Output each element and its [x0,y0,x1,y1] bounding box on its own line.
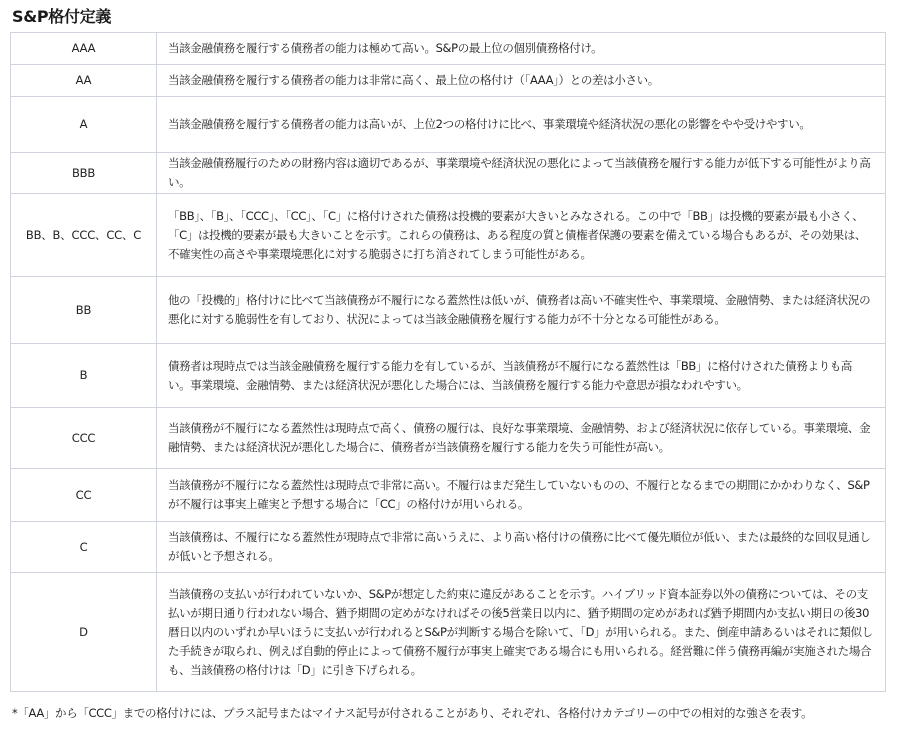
grade-cell: CC [11,469,157,522]
table-row [11,277,886,344]
table-row [11,408,886,469]
grade-cell: BB [11,277,157,344]
table-row [11,97,886,153]
definition-cell: 「BB」、「B」、「CCC」、「CC」、「C」に格付けされた債務は投機的要素が大きいとみなされる。この中で「BB」は投機的要素が最も小さく、「C」は投機的要素が最も大きいことを示す。これらの債務は、ある程度の質と債権者保護の要素を備えている場合もあるが、その効果は、不確実性の高さや事業環境悪化に対する脆弱さに打ち消されてしまう可能性がある。 [157,194,886,277]
table-row [11,522,886,573]
grade-cell: BB、B、CCC、CC、C [11,194,157,277]
page-title: S&P格付定義 [12,7,112,26]
grade-cell: B [11,344,157,408]
definition-cell: 当該金融債務を履行する債務者の能力は非常に高く、最上位の格付け（「AAA」）との差は小さい。 [157,65,886,97]
definition-cell: 当該債務は、不履行になる蓋然性が現時点で非常に高いうえに、より高い格付けの債務に比べて優先順位が低い、または最終的な回収見通しが低いと予想される。 [157,522,886,573]
table-row [11,573,886,692]
definition-cell: 当該金融債務を履行する債務者の能力は高いが、上位2つの格付けに比べ、事業環境や経済状況の悪化の影響をやや受けやすい。 [157,97,886,153]
definition-cell: 当該金融債務を履行する債務者の能力は極めて高い。S&Pの最上位の個別債務格付け。 [157,33,886,65]
table-row [11,153,886,194]
table-row [11,65,886,97]
grade-cell: AA [11,65,157,97]
table-row [11,194,886,277]
footnote: *「AA」から「CCC」までの格付けには、プラス記号またはマイナス記号が付されることがあり、それぞれ、各格付けカテゴリーの中での相対的な強さを表す。 [12,706,813,720]
definition-cell: 当該金融債務履行のための財務内容は適切であるが、事業環境や経済状況の悪化によって当該債務を履行する能力が低下する可能性がより高い。 [157,153,886,194]
grade-cell: C [11,522,157,573]
definition-cell: 他の「投機的」格付けに比べて当該債務が不履行になる蓋然性は低いが、債務者は高い不確実性や、事業環境、金融情勢、または経済状況の悪化に対する脆弱性を有しており、状況によっては当該金融債務を履行する能力が不十分となる可能性がある。 [157,277,886,344]
definition-cell: 当該債務が不履行になる蓋然性は現時点で高く、債務の履行は、良好な事業環境、金融情勢、および経済状況に依存している。事業環境、金融情勢、または経済状況が悪化した場合に、債務者が当該債務を履行する能力を失う可能性が高い。 [157,408,886,469]
grade-cell: D [11,573,157,692]
definition-cell: 当該債務が不履行になる蓋然性は現時点で非常に高い。不履行はまだ発生していないものの、不履行となるまでの期間にかかわりなく、S&Pが不履行は事実上確実と予想する場合に「CC」の格付けが用いられる。 [157,469,886,522]
table-row [11,469,886,522]
grade-cell: CCC [11,408,157,469]
grade-cell: A [11,97,157,153]
grade-cell: AAA [11,33,157,65]
table-row [11,344,886,408]
grade-cell: BBB [11,153,157,194]
rating-definitions-table [10,32,886,692]
table-row [11,33,886,65]
definition-cell: 債務者は現時点では当該金融債務を履行する能力を有しているが、当該債務が不履行になる蓋然性は「BB」に格付けされた債務よりも高い。事業環境、金融情勢、または経済状況が悪化した場合には、当該債務を履行する能力や意思が損なわれやすい。 [157,344,886,408]
definition-cell: 当該債務の支払いが行われていないか、S&Pが想定した約束に違反があることを示す。ハイブリッド資本証券以外の債務については、その支払いが期日通り行われない場合、猶予期間の定めがなければその後5営業日以内に、猶予期間の定めがあれば猶予期間内か支払い期日の後30暦日以内のいずれか早いほうに支払いが行われるとS&Pが判断する場合を除いて、「D」が用いられる。また、倒産申請あるいはそれに類似した手続きが取られ、例えば自動的停止によって債務不履行が事実上確実である場合にも用いられる。経営難に伴う債務再編が実施された場合も、当該債務の格付けは「D」に引き下げられる。 [157,573,886,692]
